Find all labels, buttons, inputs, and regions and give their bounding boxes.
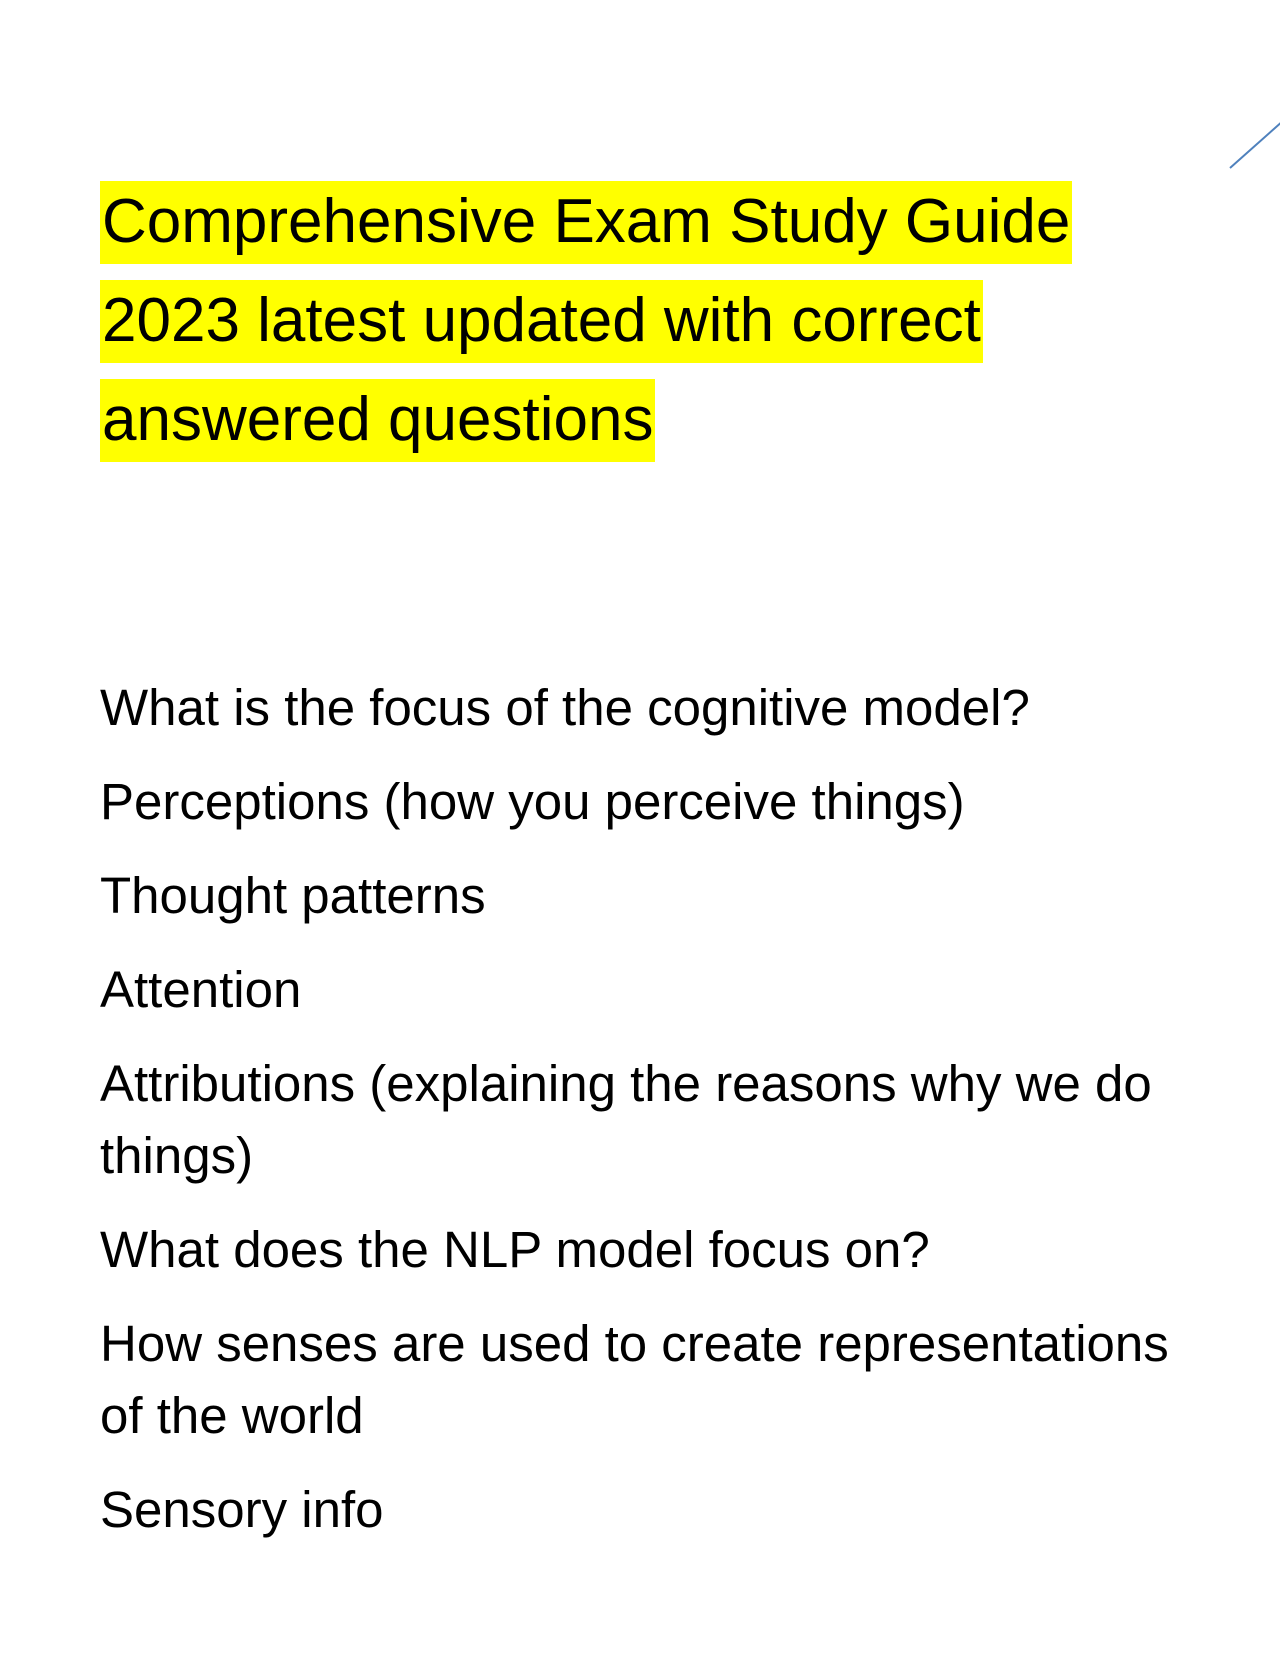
question-answer-list (100, 672, 1220, 1568)
document-title (100, 172, 1200, 469)
title-highlight: Comprehensive Exam Study Guide 2023 latest updated with correct answered questions (100, 181, 1072, 462)
question-line: What is the focus of the cognitive model? (100, 679, 1030, 736)
answer-line: Attention (100, 961, 302, 1018)
answer-line: Perceptions (how you perceive things) (100, 773, 965, 830)
question-line: What does the NLP model focus on? (100, 1221, 930, 1278)
answer-line: How senses are used to create representations of the world (100, 1315, 1169, 1444)
answer-line: Sensory info (100, 1481, 384, 1538)
answer-line: Thought patterns (100, 867, 486, 924)
corner-decoration-line (1228, 118, 1280, 174)
answer-line: Attributions (explaining the reasons why we do things) (100, 1055, 1152, 1184)
